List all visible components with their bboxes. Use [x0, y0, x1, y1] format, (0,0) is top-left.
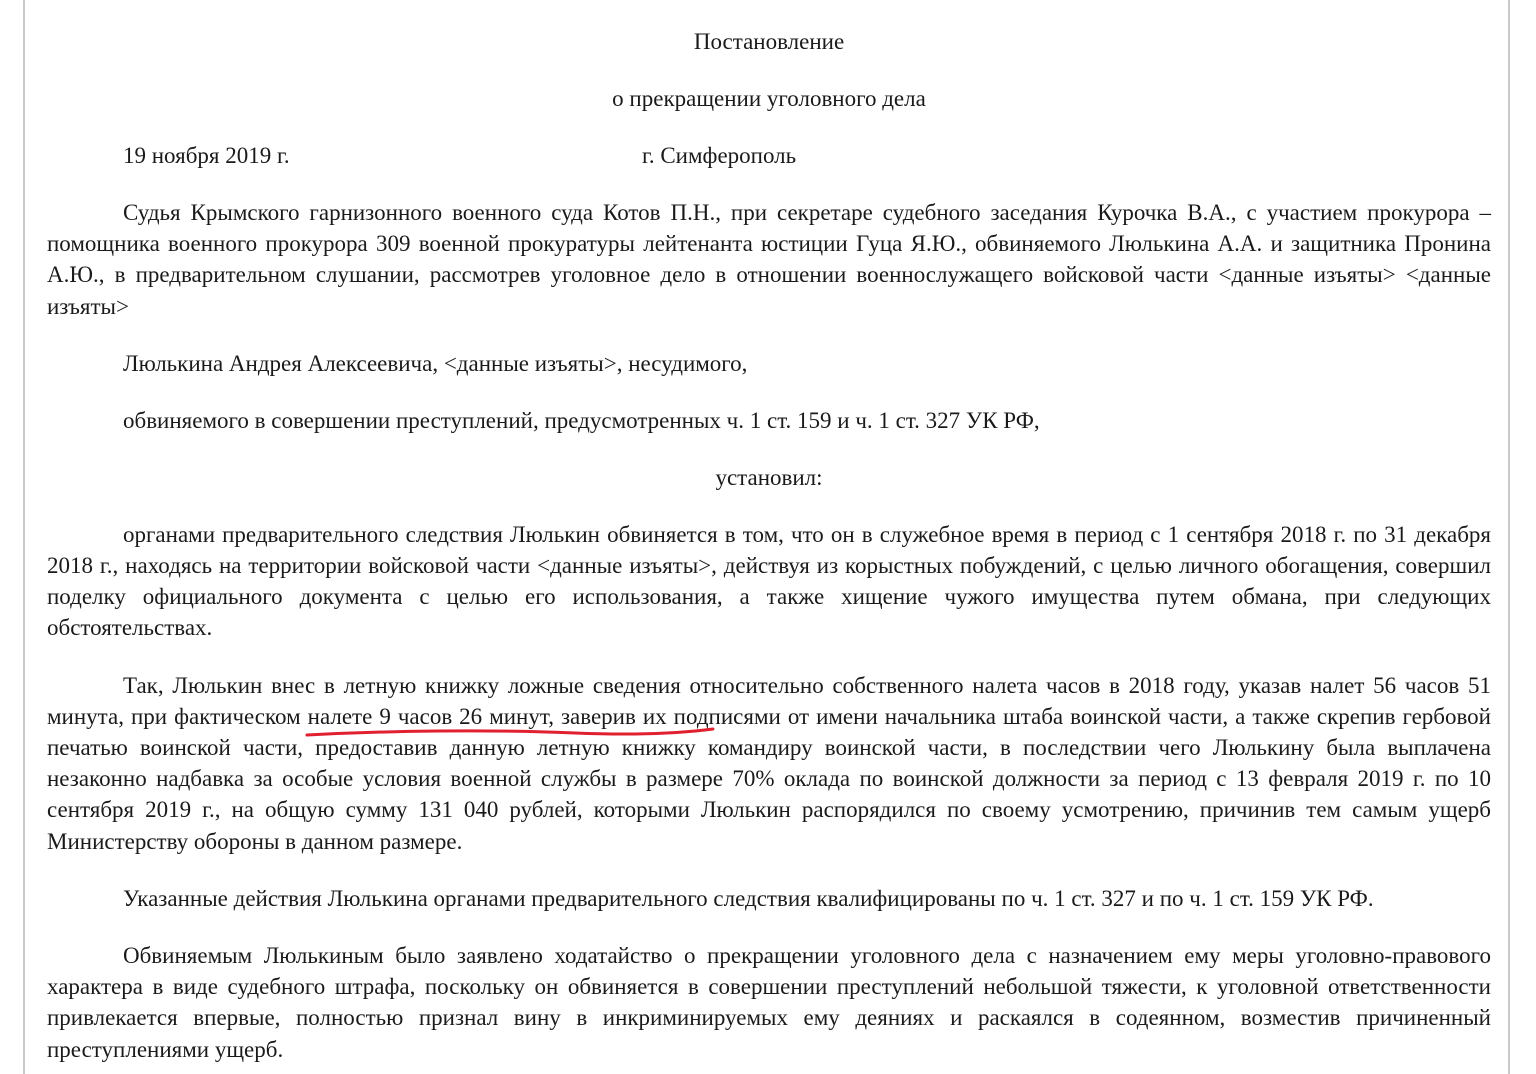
- document-city: г. Симферополь: [642, 143, 797, 168]
- document-subtitle: о прекращении уголовного дела: [612, 86, 926, 111]
- section-established: установил:: [715, 464, 823, 490]
- paragraph-accusation: органами предварительного следствия Люлькин обвиняется в том, что он в служебное время в период с 1 сентября 2018 г. по 31 декабря 2018 г., находясь на территории войсковой части <данные изъяты>, действуя из корыстных побуждений, с целью личного обогащения, совершил поделку официального документа с целью его использования, а также хищение чужого имущества путем обмана, при следующих обстоятельствах.: [47, 521, 1491, 641]
- document-date: 19 ноября 2019 г.: [123, 143, 290, 168]
- paragraph-qualification: Указанные действия Люлькина органами предварительного следствия квалифицированы по ч. 1 ст. 327 и по ч. 1 ст. 159 УК РФ.: [123, 885, 1374, 911]
- page-border-left: [23, 0, 25, 1074]
- paragraph-circumstances: Так, Люлькин внес в летную книжку ложные сведения относительно собственного налета часов в 2018 году, указав налет 56 часов 51 минута, при фактическом налете 9 часов 26 минут, заверив их подписями от имени начальника штаба воинской части, а также скрепив гербовой печатью воинской части, предоставив данную летную книжку командиру воинской части, в последствии чего Люлькину была выплачена незаконно надбавка за особые условия военной службы в размере 70% оклада по воинской должности за период с 13 февраля 2019 г. по 10 сентября 2019 г., на общую сумму 131 040 рублей, которыми Люлькин распорядился по своему усмотрению, причинив тем самым ущерб Министерству обороны в данном размере.: [47, 672, 1491, 854]
- paragraph-motion: Обвиняемым Люлькиным было заявлено ходатайство о прекращении уголовного дела с назначением ему меры уголовно-правового характера в виде судебного штрафа, поскольку он обвиняется в совершении преступлений небольшой тяжести, к уголовной ответственности привлекается впервые, полностью признал вину в инкриминируемых ему деяниях и раскаялся в содеянном, возместив причиненный преступлениями ущерб.: [47, 943, 1491, 1062]
- date-place-line: [47, 140, 1491, 171]
- document-page: [47, 26, 1491, 1065]
- document-title: Постановление: [693, 29, 845, 54]
- paragraph-court-composition: Судья Крымского гарнизонного военного суда Котов П.Н., при секретаре судебного заседания Курочка В.А., с участием прокурора – помощника военного прокурора 309 военной прокуратуры лейтенанта юстиции Гуца Я.Ю., обвиняемого Люлькина А.А. и защитника Пронина А.Ю., в предварительном слушании, рассмотрев уголовное дело в отношении военнослужащего войсковой части <данные изъяты> <данные изъяты>: [47, 200, 1491, 319]
- paragraph-charges: обвиняемого в совершении преступлений, предусмотренных ч. 1 ст. 159 и ч. 1 ст. 327 УК РФ,: [123, 407, 1040, 433]
- paragraph-defendant: Люлькина Андрея Алексеевича, <данные изъяты>, несудимого,: [123, 350, 748, 376]
- page-border-right: [1508, 0, 1510, 1074]
